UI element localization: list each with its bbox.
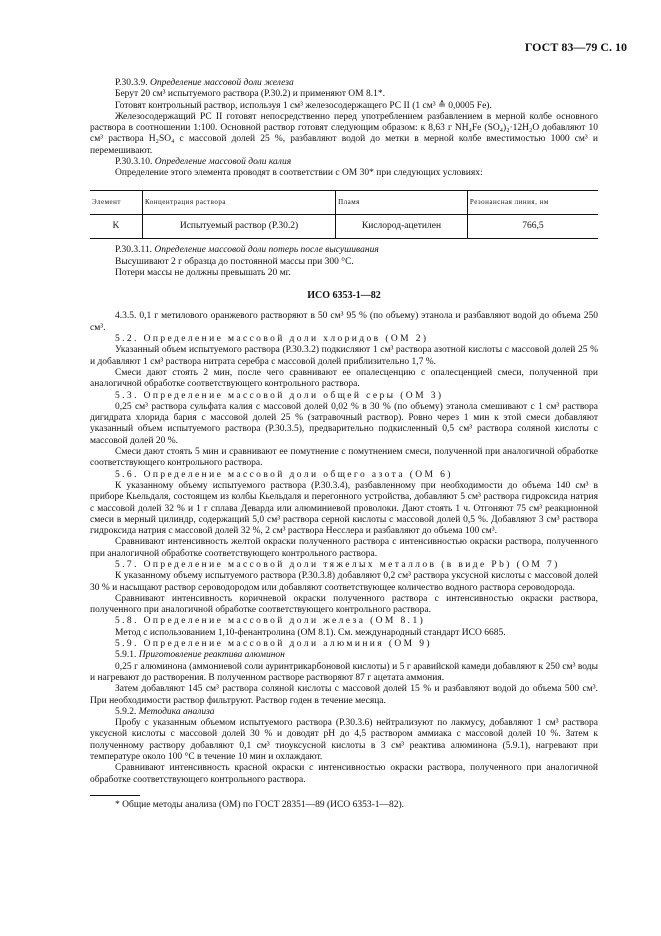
paragraph: Высушивают 2 г образца до постоянной массы при 300 °С. — [115, 256, 354, 267]
paragraph: К указанному объему испытуемого раствора (Р.30.3.8) добавляют 0,2 см³ раствора уксусной кислоты с массовой долей 30 % и насыщают раствор сероводородом или добавляют соответствующее количество водного раствора сероводорода. — [90, 571, 598, 593]
element-conditions-table — [90, 190, 598, 240]
footnote: * Общие методы анализа (ОМ) по ГОСТ 28351—89 (ИСО 6353-1—82). — [115, 799, 405, 810]
table-cell: Испытуемый раствор (Р.30.2) — [142, 214, 335, 238]
page-header: ГОСТ 83—79 С. 10 — [524, 40, 627, 54]
table-row — [90, 214, 598, 238]
table-header-cell: Концентрация раствора — [142, 190, 335, 214]
clause-5-7-heading: 5.7. Определение массовой доли тяжелых металлов (в виде Pb) (ОМ 7) — [115, 559, 560, 570]
paragraph: Сравнивают интенсивность желтой окраски полученного раствора с интенсивностью окраски раствора, полученного при аналогичной обработке соответствующего контрольного раствора. — [90, 537, 598, 559]
table-header-cell: Пламя — [336, 190, 468, 214]
clause-5-8-heading: 5.8. Определение массовой доли железа (ОМ 8.1) — [115, 616, 426, 627]
table-cell: 766,5 — [467, 214, 598, 238]
paragraph: Готовят контрольный раствор, используя 1 см³ железосодержащего РС II (1 см³ ≙ 0,0005 Fe). — [115, 100, 492, 111]
document-body — [90, 78, 598, 811]
paragraph: Сравнивают интенсивность коричневой окраски полученного раствора с интенсивностью окраски раствора, полученного при аналогичной обработке соответствующего контрольного раствора. — [90, 593, 598, 616]
paragraph: Смеси дают стоять 2 мин, после чего сравнивают ее опалесценцию с опалесценцией смеси, полученной при аналогичной обработке соответствующего контрольного раствора. — [90, 367, 598, 390]
clause-5-9-2-heading: 5.9.2. Методика анализа — [115, 706, 215, 717]
clause-p30-3-9-heading: Р.30.3.9. Определение массовой доли железа — [115, 78, 294, 88]
clause-p30-3-10-heading: Р.30.3.10. Определение массовой доли калия — [115, 157, 292, 168]
paragraph: Метод с использованием 1,10-фенантролина (ОМ 8.1). См. международный стандарт ИСО 6685. — [115, 627, 506, 638]
paragraph: 4.3.5. 0,1 г метилового оранжевого растворяют в 50 см³ 95 % (по объему) этанола и разбавляют водой до объема 250 см³. — [90, 311, 598, 333]
section-title: ИСО 6353-1—82 — [307, 290, 381, 302]
paragraph: Определение этого элемента проводят в соответствии с ОМ 30* при следующих условиях: — [115, 168, 483, 179]
table-header-row — [90, 190, 598, 214]
paragraph: Затем добавляют 145 см³ раствора соляной кислоты с массовой долей 15 % и разбавляют водой до объема 500 см³. При необходимости раствор фильтруют. Раствор годен в течение месяца. — [90, 684, 598, 706]
paragraph: Пробу с указанным объемом испытуемого раствора (Р.30.3.6) нейтрализуют по лакмусу, добавляют 1 см³ раствора уксусной кислоты с массовой долей 30 % и доводят рН до 4,5 раствором аммиака с массовой долей 10 %. Затем к полученному раствору добавляют 0,1 см³ тиоуксусной кислоты в 3 см³ реактива алюминона (5.9.1), нагревают при температуре около 100 °С в течение 10 мин и охлаждают. — [90, 718, 598, 763]
paragraph: 0,25 см³ раствора сульфата калия с массовой долей 0,02 % в 30 % (по объему) этанола смешивают с 1 см³ раствора дигидрата хлорида бария с массовой долей 25 % (затравочный раствор). Ровно через 1 мин к этой смеси добавляют указанный объем испытуемого раствора (Р.30.3.5), предварительно подкисленный 0,5 см³ раствора соляной кислоты с массовой долей 20 %. — [90, 401, 598, 446]
table-header-cell: Резонансная линия, нм — [467, 190, 598, 214]
clause-5-9-1-heading: 5.9.1. Приготовление реактива алюминон — [115, 650, 285, 661]
paragraph: Сравнивают интенсивность красной окраски с интенсивностью окраски раствора, полученного при аналогичной обработке соответствующего контрольного раствора. — [90, 763, 598, 785]
table-header-cell: Элемент — [90, 190, 142, 214]
footnote-divider — [90, 795, 140, 796]
table-cell: Кислород-ацетилен — [336, 214, 468, 238]
paragraph: Потери массы не должны превышать 20 мг. — [115, 267, 291, 278]
clause-p30-3-11-heading: Р.30.3.11. Определение массовой доли потерь после высушивания — [115, 245, 379, 256]
paragraph: Берут 20 см³ испытуемого раствора (Р.30.2) и применяют ОМ 8.1*. — [115, 89, 385, 100]
paragraph: Смеси дают стоять 5 мин и сравнивают ее помутнение с помутнением смеси, полученной при аналогичной обработке соответствующего контрольного раствора. — [90, 447, 598, 469]
paragraph: Железосодержащий РС II готовят непосредственно перед употреблением разбавлением в мерной колбе основного раствора в соотношении 1:100. Основной раствор готовят следующим образом: к 8,63 г NH₄Fe (SO₄)₂·12H₂O добавляют 10 см³ раствора H₂SO₄ с массовой долей 25 %, разбавляют водой до метки в мерной колбе вместимостью 1000 см³ и перемешивают. — [90, 111, 598, 156]
clause-5-2-heading: 5.2. Определение массовой доли хлоридов (ОМ 2) — [115, 334, 429, 345]
clause-5-9-heading: 5.9. Определение массовой доли алюминия (ОМ 9) — [115, 639, 432, 650]
clause-5-3-heading: 5.3. Определение массовой доли общей серы (ОМ 3) — [115, 390, 444, 401]
paragraph: Указанный объем испытуемого раствора (Р.30.3.2) подкисляют 1 см³ раствора азотной кислоты с массовой долей 25 % и добавляют 1 см³ раствора нитрата серебра с массовой долей приблизительно 1,7 %. — [90, 345, 598, 367]
clause-5-6-heading: 5.6. Определение массовой доли общего азота (ОМ 6) — [115, 469, 453, 480]
paragraph: К указанному объему испытуемого раствора (Р.30.3.4), разбавленному при необходимости до объема 140 см³ в приборе Кьельдаля, состоящем из колбы Кьельдаля и перегонного устройства, добавляют 5 см³ раствора гидроксида натрия с массовой долей 32 % и 1 г сплава Деварда или алюминиевой проволоки. Дают стоять 1 ч. Отгоняют 75 см³ реакционной смеси в мерный цилиндр, содержащий 5,0 см³ раствора серной кислоты с массовой долей 0,5 %. Добавляют 3 см³ раствора гидроксида натрия с массовой долей 32 %, 2 см³ раствора Несслера и разбавляют до объема 100 см³. — [90, 480, 598, 537]
table-cell: K — [90, 214, 142, 238]
paragraph: 0,25 г алюминона (аммониевой соли ауринтрикарбоновой кислоты) и 5 г аравийской камеди добавляют к 250 см³ воды и нагревают до растворения. В полученном растворе растворяют 87 г ацетата аммония. — [90, 661, 598, 683]
